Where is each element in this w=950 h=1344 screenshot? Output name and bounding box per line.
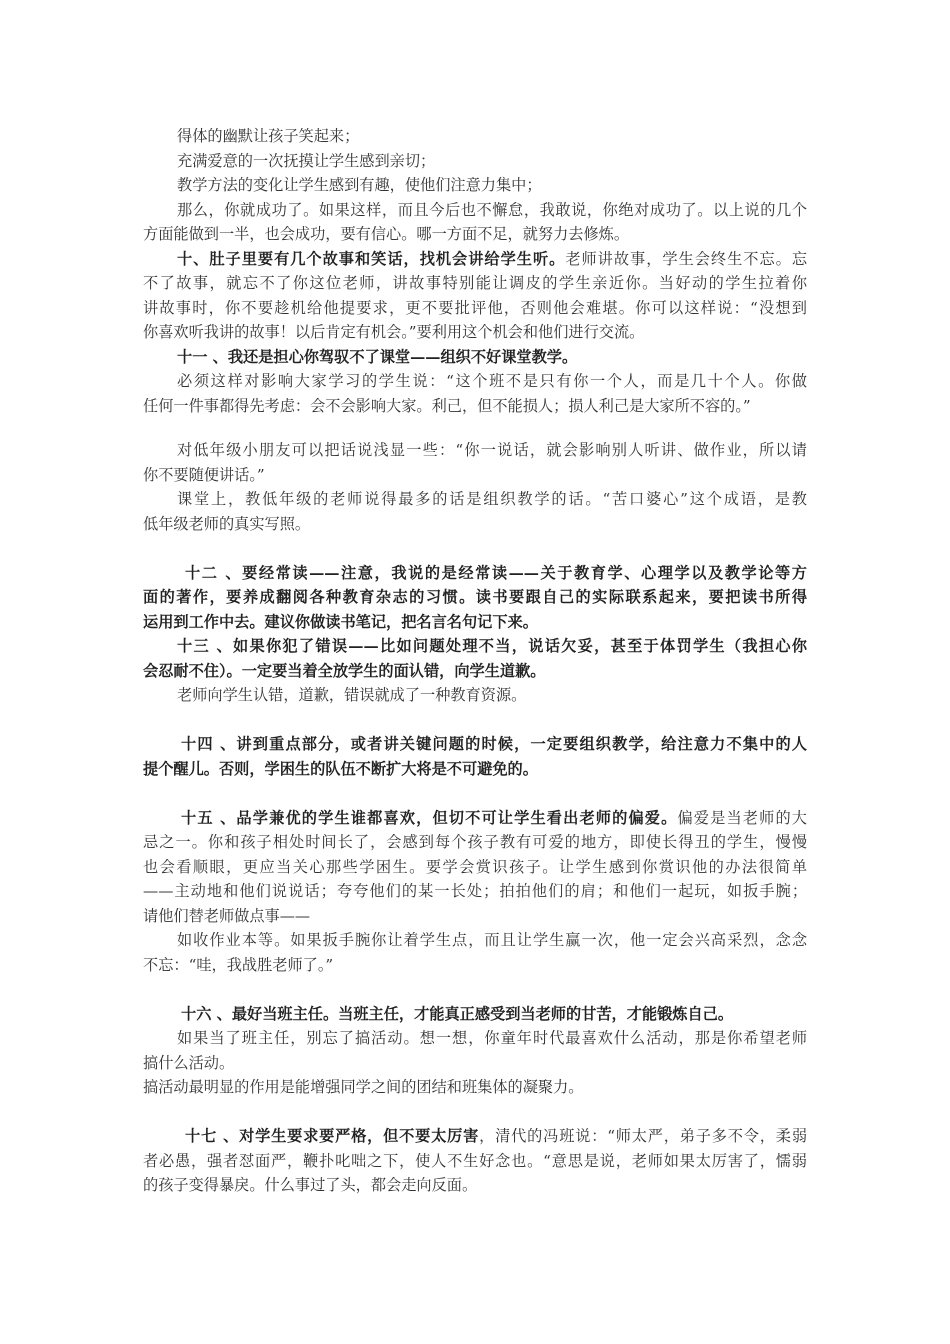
text-line: 如收作业本等。如果扳手腕你让着学生点，而且让学生赢一次，他一定会兴高采烈，念念 xyxy=(177,931,807,949)
text-line: 面的著作，要养成翻阅各种教育杂志的习惯。读书要跟自己的实际联系起来，要把读书所得 xyxy=(143,588,807,606)
text-line: 不忘：“哇，我战胜老师了。” xyxy=(143,955,334,974)
text-line: 课堂上，教低年级的老师说得最多的话是组织教学的话。“苦口婆心”这个成语，是教 xyxy=(177,490,807,508)
section-12-heading: 十二 、要经常读——注意，我说的是经常读——关于教育学、心理学以及教学论等方 xyxy=(185,563,807,582)
text-line: 如果当了班主任，别忘了搞活动。想一想，你童年时代最喜欢什么活动，那是你希望老师 xyxy=(177,1029,807,1047)
text-line: 忌之一。你和孩子相处时间长了，会感到每个孩子教有可爱的地方，即使长得丑的学生，慢慢 xyxy=(143,833,807,851)
text-line: 充满爱意的一次抚摸让学生感到亲切； xyxy=(177,151,436,170)
section-17-heading: 十七 、对学生要求要严格，但不要太厉害 xyxy=(185,1127,480,1145)
section-15-heading: 十五 、品学兼优的学生谁都喜欢，但切不可让学生看出老师的偏爱。 xyxy=(181,808,678,827)
text-line: 你不要随便讲话。” xyxy=(143,465,265,484)
text-line: 提个醒儿。否则，学困生的队伍不断扩大将是不可避免的。 xyxy=(143,759,538,778)
text-line: 搞什么活动。 xyxy=(143,1053,235,1072)
text-line: 运用到工作中去。建议你做读书笔记，把名言名句记下来。 xyxy=(143,612,538,631)
text-line: 得体的幽默让孩子笑起来； xyxy=(177,127,360,145)
text-line: 对低年级小朋友可以把话说浅显一些：“你一说话，就会影响别人听讲、做作业，所以请 xyxy=(177,441,807,459)
text-line: 教学方法的变化让学生感到有趣，使他们注意力集中； xyxy=(177,176,542,194)
text-line: 也会看顺眼，更应当关心那些学困生。要学会赏识孩子。让学生感到你赏识他的办法很简单 xyxy=(143,857,807,876)
section-17-text: ，清代的冯班说：“师太严，弟子多不令，柔弱 xyxy=(479,1127,807,1145)
section-16-heading: 十六 、最好当班主任。当班主任，才能真正感受到当老师的甘苦，才能锻炼自己。 xyxy=(181,1004,734,1023)
text-line: 老师向学生认错，道歉，错误就成了一种教育资源。 xyxy=(177,686,527,704)
section-15-text: 偏爱是当老师的大 xyxy=(677,808,807,827)
text-line: 你喜欢听我讲的故事！以后肯定有机会。”要利用这个机会和他们进行交流。 xyxy=(143,323,645,341)
text-line: 请他们替老师做点事—— xyxy=(143,906,311,925)
body-text xyxy=(143,124,807,1198)
text-line: 方面能做到一半，也会成功，要有信心。哪一方面不足，就努力去修炼。 xyxy=(143,225,629,243)
text-line: 任何一件事都得先考虑：会不会影响大家。利己，但不能损人；损人利己是大家所不容的。” xyxy=(143,396,751,415)
text-line: 会忍耐不住）。一定要当着全放学生的面认错，向学生道歉。 xyxy=(143,661,546,680)
section-13-heading: 十三 、如果你犯了错误——比如问题处理不当，说话欠妥，甚至于体罚学生（我担心你 xyxy=(177,637,807,655)
section-10-line xyxy=(143,247,807,272)
section-14-heading: 十四 、讲到重点部分，或者讲关键问题的时候，一定要组织教学，给注意力不集中的人 xyxy=(181,735,807,753)
section-15-line xyxy=(143,806,807,831)
text-line: 那么，你就成功了。如果这样，而且今后也不懈怠，我敢说，你绝对成功了。以上说的几个 xyxy=(177,200,807,219)
text-line: 的孩子变得暴戾。什么事过了头，都会走向反面。 xyxy=(143,1176,478,1194)
text-line: 者必愚，强者怼面严，鞭扑叱咄之下，使人不生好念也。“意思是说，老师如果太厉害了，懦弱 xyxy=(143,1151,807,1170)
text-line: 低年级老师的真实写照。 xyxy=(143,514,311,533)
text-line: 不了故事，就忘不了你这位老师，讲故事特别能让调皮的学生亲近你。当好动的学生拉着你 xyxy=(143,274,807,292)
text-line: 讲故事时，你不要趁机给他提要求，更不要批评他，否则他会难堪。你可以这样说：“没想到 xyxy=(143,298,807,317)
text-line: ——主动地和他们说说话；夸夸他们的某一长处；拍拍他们的肩；和他们一起玩，如扳手腕； xyxy=(143,882,807,900)
text-line: 必须这样对影响大家学习的学生说：“这个班不是只有你一个人，而是几十个人。你做 xyxy=(177,372,807,390)
section-11-heading: 十一 、我还是担心你驾驭不了课堂——组织不好课堂教学。 xyxy=(177,347,578,366)
text-line: 搞活动最明显的作用是能增强同学之间的团结和班集体的凝聚力。 xyxy=(143,1078,584,1096)
section-17-line xyxy=(143,1124,807,1149)
section-10-heading: 十、肚子里要有几个故事和笑话，找机会讲给学生听。 xyxy=(177,249,566,268)
section-10-text: 老师讲故事，学生会终生不忘。忘 xyxy=(565,249,807,268)
